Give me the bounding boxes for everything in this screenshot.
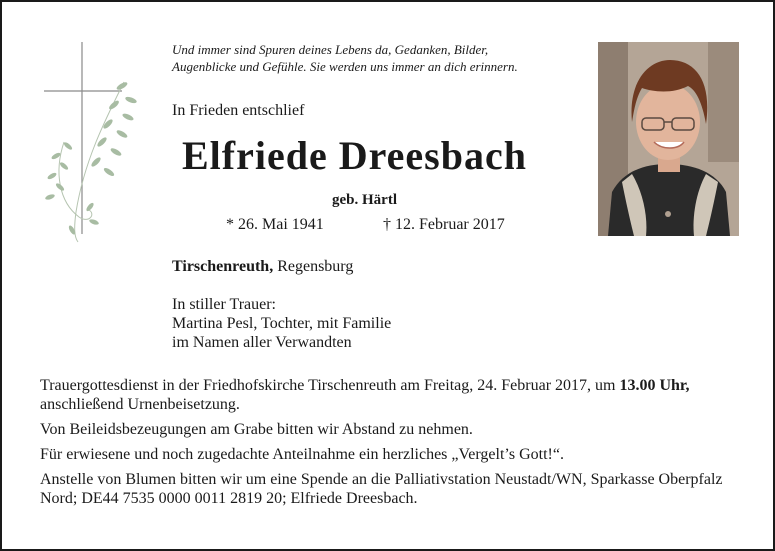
maiden-name: geb. Härtl — [332, 192, 397, 208]
condolences-paragraph: Von Beileidsbezeugungen am Grabe bitten wir Abstand zu nehmen. — [40, 421, 473, 438]
mourning-block — [172, 295, 391, 352]
service-text: Trauergottesdienst in der Friedhofskirche Tirschenreuth am Freitag, 24. Februar 2017, um — [40, 377, 620, 394]
donation-paragraph: Anstelle von Blumen bitten wir um eine Spende an die Palliativstation Neustadt/WN, Sparkasse Oberpfalz Nord; DE44 7535 0000 0011 2819 20; Elfriede Dreesbach. — [40, 471, 723, 507]
thanks-paragraph: Für erwiesene und noch zugedachte Anteilnahme ein herzliches „Vergelt’s Gott!“. — [40, 446, 564, 463]
deceased-name: Elfriede Dreesbach — [182, 133, 527, 178]
mourning-line-2: Martina Pesl, Tochter, mit Familie — [172, 315, 392, 332]
quote-line-1: Und immer sind Spuren deines Lebens da, Gedanken, Bilder, — [172, 42, 489, 57]
portrait-photo — [598, 42, 739, 236]
death-date: † 12. Februar 2017 — [383, 216, 505, 233]
place-line — [172, 258, 353, 276]
cross-with-leaves-icon — [34, 42, 154, 247]
birth-date: * 26. Mai 1941 — [226, 216, 324, 233]
announcement-body — [40, 376, 740, 514]
service-text-end: anschließend Urnenbeisetzung. — [40, 396, 240, 413]
mourning-line-1: In stiller Trauer: — [172, 296, 276, 313]
mourning-line-3: im Namen aller Verwandten — [172, 334, 352, 351]
memorial-quote — [172, 41, 582, 75]
place-primary: Tirschenreuth, — [172, 258, 274, 275]
place-secondary: Regensburg — [273, 258, 354, 275]
quote-line-2: Augenblicke und Gefühle. Sie werden uns immer an dich erinnern. — [172, 59, 518, 74]
service-time: 13.00 Uhr, — [619, 377, 690, 394]
intro-text: In Frieden entschlief — [172, 102, 305, 119]
service-paragraph — [40, 376, 740, 414]
